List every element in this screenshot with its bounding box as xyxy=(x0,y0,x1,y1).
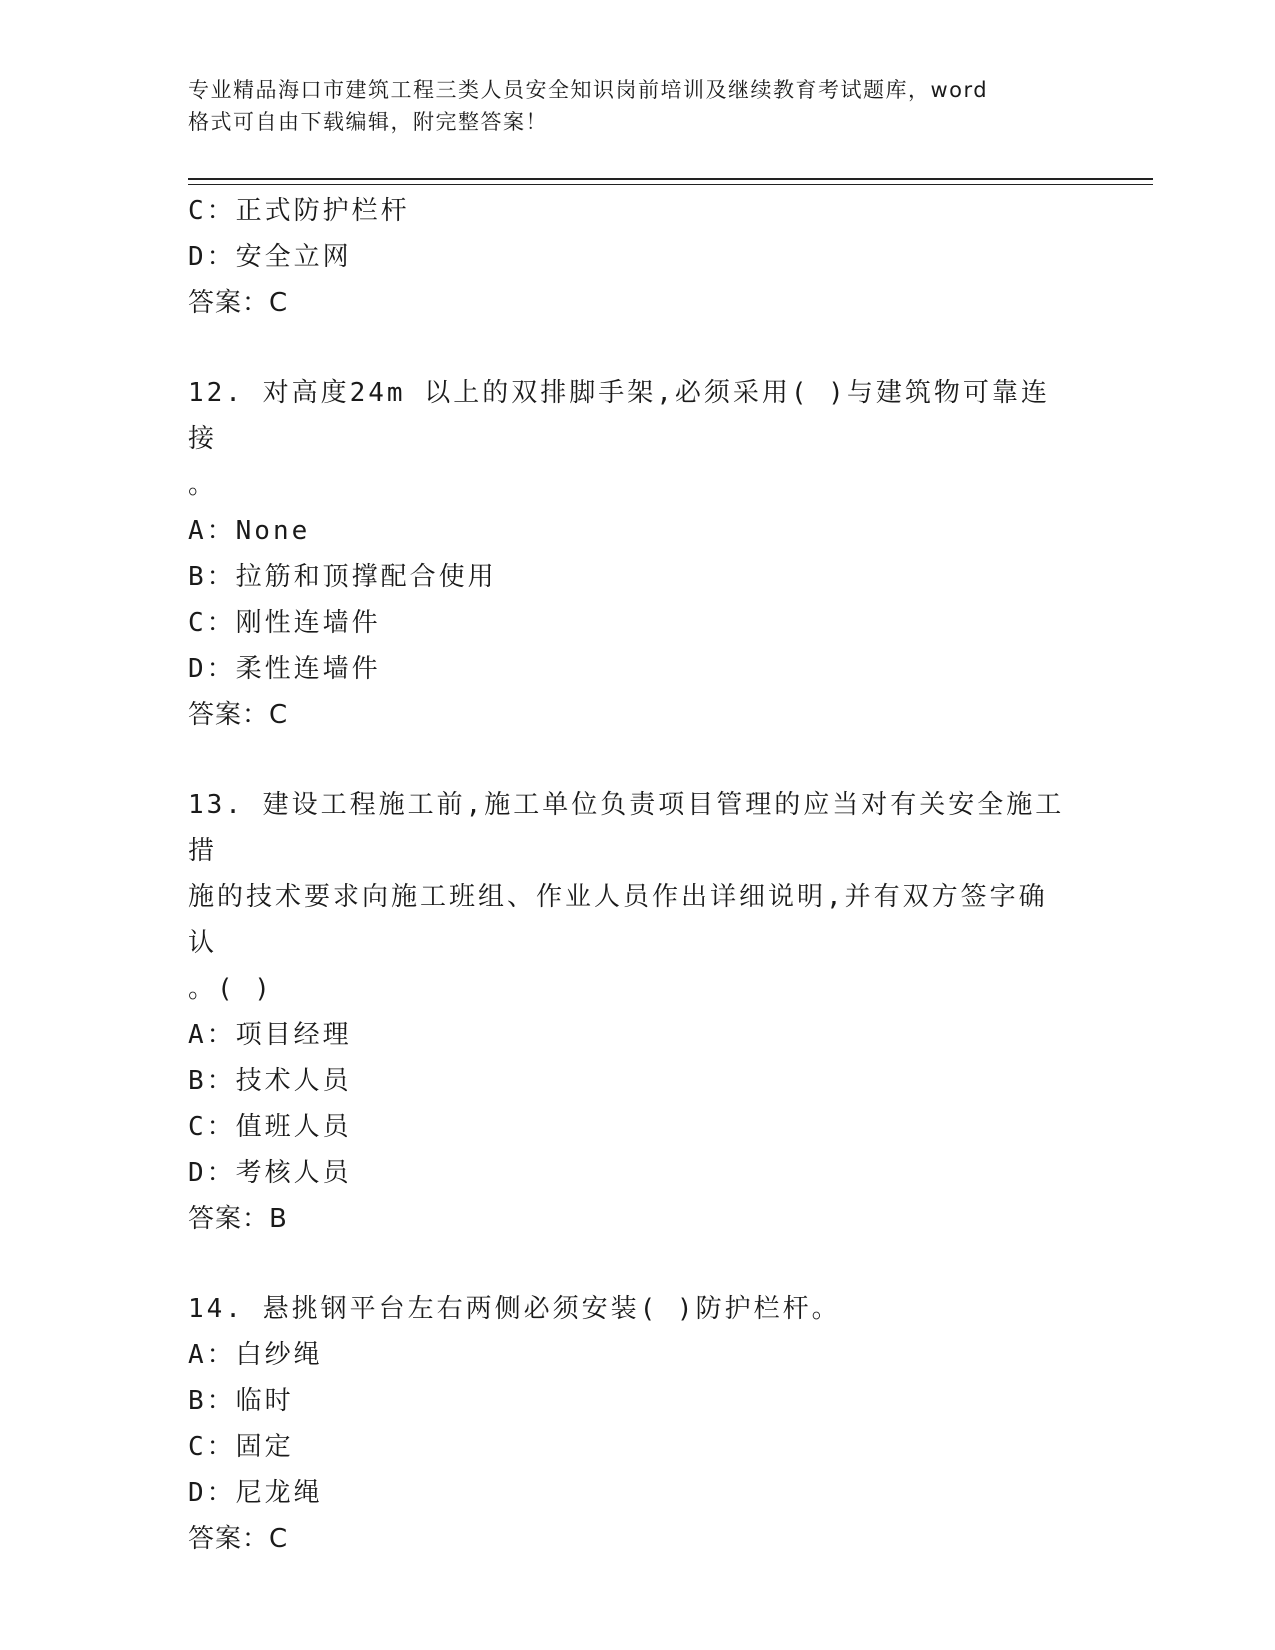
document-header: 专业精品海口市建筑工程三类人员安全知识岗前培训及继续教育考试题库，word 格式可自由下载编辑，附完整答案！ xyxy=(188,78,989,134)
option-d: D：尼龙绳 xyxy=(188,1478,323,1508)
answer-line: 答案：C xyxy=(188,288,289,318)
answer-line: 答案：C xyxy=(188,700,289,730)
spacer xyxy=(188,1242,1088,1286)
question-12 xyxy=(188,370,1088,738)
question-14 xyxy=(188,1286,1088,1562)
option-d: D：柔性连墙件 xyxy=(188,654,381,684)
option-c: C：值班人员 xyxy=(188,1112,352,1142)
spacer xyxy=(188,738,1088,782)
option-b: B：技术人员 xyxy=(188,1066,352,1096)
option-b: B：拉筋和顶撑配合使用 xyxy=(188,562,497,592)
option-d: D：考核人员 xyxy=(188,1158,352,1188)
option-c: C：固定 xyxy=(188,1432,294,1462)
question-stem: 14. 悬挑钢平台左右两侧必须安装( )防护栏杆。 xyxy=(188,1294,841,1324)
option-c: C：正式防护栏杆 xyxy=(188,196,410,226)
question-list xyxy=(188,188,1088,1562)
option-d: D：安全立网 xyxy=(188,242,352,272)
question-13 xyxy=(188,782,1088,1242)
option-b: B：临时 xyxy=(188,1386,294,1416)
question-stem: 12. 对高度24m 以上的双排脚手架,必须采用( )与建筑物可靠连接 。 xyxy=(188,378,1050,500)
question-stem: 13. 建设工程施工前,施工单位负责项目管理的应当对有关安全施工措 施的技术要求向施工班组、作业人员作出详细说明,并有双方签字确认 。( ) xyxy=(188,790,1065,1004)
header-divider-thick xyxy=(188,178,1153,180)
answer-line: 答案：B xyxy=(188,1204,288,1234)
option-c: C：刚性连墙件 xyxy=(188,608,381,638)
answer-line: 答案：C xyxy=(188,1524,289,1554)
option-a: A：白纱绳 xyxy=(188,1340,323,1370)
spacer xyxy=(188,326,1088,370)
header-divider-thin xyxy=(188,184,1153,185)
option-a: A：None xyxy=(188,516,311,546)
option-a: A：项目经理 xyxy=(188,1020,352,1050)
